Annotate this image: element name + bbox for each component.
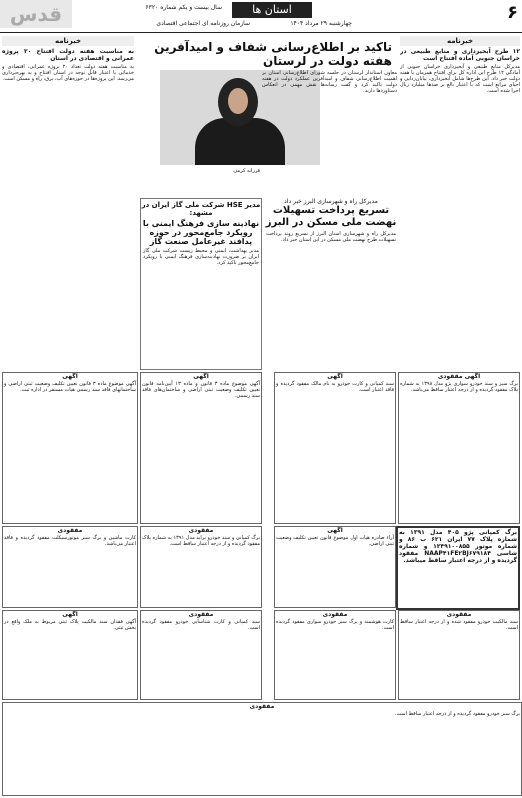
ad-title: مفقودی [446, 611, 472, 618]
ad-body: برگ سبز و سند خودرو سواری پژو مدل ۱۳۹۸ به شماره پلاک مفقود گردیده و از درجه اعتبار ساقط می‌باشد. [400, 381, 518, 393]
main-headline: تاکید بر اطلاع‌رسانی شفاف و امیدآفرین هفته دولت در لرستان [154, 40, 392, 68]
ad-body: آگهی موضوع ماده ۳ قانون و ماده ۱۳ آیین‌نامه قانون تعیین تکلیف وضعیت ثبتی اراضی و ساختمان‌های فاقد سند رسمی. [142, 381, 261, 399]
photo-face [228, 88, 248, 114]
ad-body: آراء صادره هیات اول موضوع قانون تعیین تکلیف وضعیت ثبتی اراضی. [276, 535, 394, 547]
gas-safety-article [140, 198, 262, 370]
tagline: سازمان روزنامه ای اجتماعی اقتصادی [156, 20, 250, 27]
housing-article-title: تسریع پرداخت تسهیلات نهضت ملی مسکن در البرز [265, 205, 397, 228]
newspaper-logo: قدس [0, 0, 72, 28]
page-number: ۶ [507, 2, 518, 23]
ad-title: آگهی [327, 373, 343, 380]
left-column-lead: به مناسبت هفته دولت افتتاح ۲۰ پروژه عمرانی و اقتصادی در استان [2, 48, 134, 62]
ad-box [274, 372, 396, 524]
right-column-body: مدیرکل منابع طبیعی و آبخیزداری خراسان جنوبی از آمادگی ۱۲ طرح این اداره کل برای افتتاح همزمان با هفته دولت خبر داد. این طرح‌ها شامل آبخیزداری، بیابان‌زدایی و احیای مراتع است که با اعتبار بالغ بر صدها میلیارد ریال اجرا شده است. [400, 64, 520, 94]
ad-title: آگهی مفقودی [437, 373, 481, 380]
ad-body: برگ کمپانی و سند خودرو پراید مدل ۱۳۹۱ به شماره پلاک مفقود گردیده و از درجه اعتبار ساقط است. [142, 535, 260, 547]
right-news-column [400, 36, 520, 361]
main-story-body: معاون استاندار لرستان در جلسه شورای اطلاع‌رسانی استان بر اهمیت اطلاع‌رسانی شفاف و امیدآفرین عملکرد دولت در هفته دولت تاکید کرد و گفت رسانه‌ها نقش مهمی در انعکاس دستاوردها دارند. [262, 70, 397, 94]
gas-article-body: مدیر بهداشت، ایمنی و محیط زیست شرکت ملی گاز ایران بر ضرورت نهادینه‌سازی فرهنگ ایمنی با رویکرد جامع‌محور تاکید کرد. [143, 248, 259, 266]
ad-box [140, 610, 262, 700]
housing-article-kicker: مدیرکل راه و شهرسازی البرز خبر داد [284, 198, 378, 205]
ad-body: سند مالکیت خودرو مفقود شده و از درجه اعتبار ساقط است. [400, 619, 518, 631]
ad-box [2, 526, 138, 608]
issue-number: سال بیست و یکم شماره ۶۳۲۰ [145, 4, 222, 11]
section-label: استان ها [232, 2, 312, 18]
ad-box [274, 610, 396, 700]
ad-title: آگهی [62, 373, 78, 380]
ad-box [140, 526, 262, 608]
ad-title: مفقودی [322, 611, 348, 618]
ad-body: کارت ماشین و برگ سبز موتورسیکلت مفقود گردیده و فاقد اعتبار می‌باشد. [4, 535, 136, 547]
ad-body: سند کمپانی و کارت شناسایی خودرو مفقود گردیده است. [142, 619, 260, 631]
ad-box [2, 372, 138, 524]
ad-title: مفقودی [57, 527, 83, 534]
left-news-column [2, 36, 134, 361]
main-story-caption: فرزانه کرمی [233, 168, 260, 174]
ad-title: مفقودی [188, 527, 214, 534]
gas-article-kicker: مدیر HSE شرکت ملی گاز ایران در مشهد: [141, 201, 261, 217]
ad-title: مفقودی [249, 703, 275, 710]
ad-body: برگ سبز خودرو مفقود گردیده و از درجه اعتبار ساقط است. [394, 711, 520, 717]
ad-box [2, 702, 522, 796]
ad-box [140, 372, 262, 524]
ad-box [398, 372, 520, 524]
right-column-lead: ۱۲ طرح آبخیزداری و منابع طبیعی در خراسان جنوبی آماده افتتاح است [400, 48, 520, 62]
ad-body: آگهی موضوع ماده ۳ قانون تعیین تکلیف وضعیت ثبتی اراضی و ساختمانهای فاقد سند رسمی هیات مستقر در اداره ثبت. [4, 381, 136, 393]
ad-body: آگهی فقدان سند مالکیت پلاک ثبتی مربوط به ملک واقع در بخش ثبتی. [4, 619, 136, 631]
gas-article-title: نهادینه سازی فرهنگ ایمنی با رویکرد جامع‌محور در حوزه پدافند غیرعامل صنعت گاز [142, 219, 260, 246]
ad-box [2, 610, 138, 700]
ad-box [274, 526, 396, 608]
housing-article-body: مدیرکل راه و شهرسازی استان البرز از تسریع روند پرداخت تسهیلات طرح نهضت ملی مسکن در این استان خبر داد. [266, 231, 396, 243]
bold-lost-ad [396, 526, 520, 610]
page-header [0, 0, 522, 33]
ad-body: سند کمپانی و کارت خودرو به نام مالک مفقود گردیده و فاقد اعتبار است. [276, 381, 394, 393]
ad-title: مفقودی [188, 611, 214, 618]
housing-article [264, 198, 398, 368]
ad-box [398, 610, 520, 700]
bold-ad-body: برگ کمپانی پژو ۴۰۵ مدل ۱۳۹۱ به شماره پلاک ۷۷ ایران ۶۲۱ ب ۸۶ و شماره موتور ۱۲۴۹۱۰۰۸۵۵ و شماره شاسی NAAP۴۱FE۲BJ۶۷۹۱۸۴ مفقود گردیده و از درجه اعتبار ساقط میباشد. [399, 529, 518, 564]
ad-title: آگهی [62, 611, 78, 618]
ad-body: کارت هوشمند و برگ سبز خودرو سواری مفقود گردیده است. [276, 619, 394, 631]
right-column-title: خبرنامه [400, 36, 520, 46]
left-column-body: به مناسبت هفته دولت تعداد ۲۰ پروژه عمرانی، اقتصادی و خدماتی با اعتبار قابل توجه در استان افتتاح و به بهره‌برداری می‌رسد. این پروژه‌ها در حوزه‌های آب، برق، راه و مسکن است. [2, 64, 134, 82]
ad-title: آگهی [193, 373, 209, 380]
ad-title: آگهی [327, 527, 343, 534]
left-column-title: خبرنامه [2, 36, 134, 46]
issue-date: چهارشنبه ۲۹ مرداد ۱۴۰۴ [290, 20, 352, 27]
